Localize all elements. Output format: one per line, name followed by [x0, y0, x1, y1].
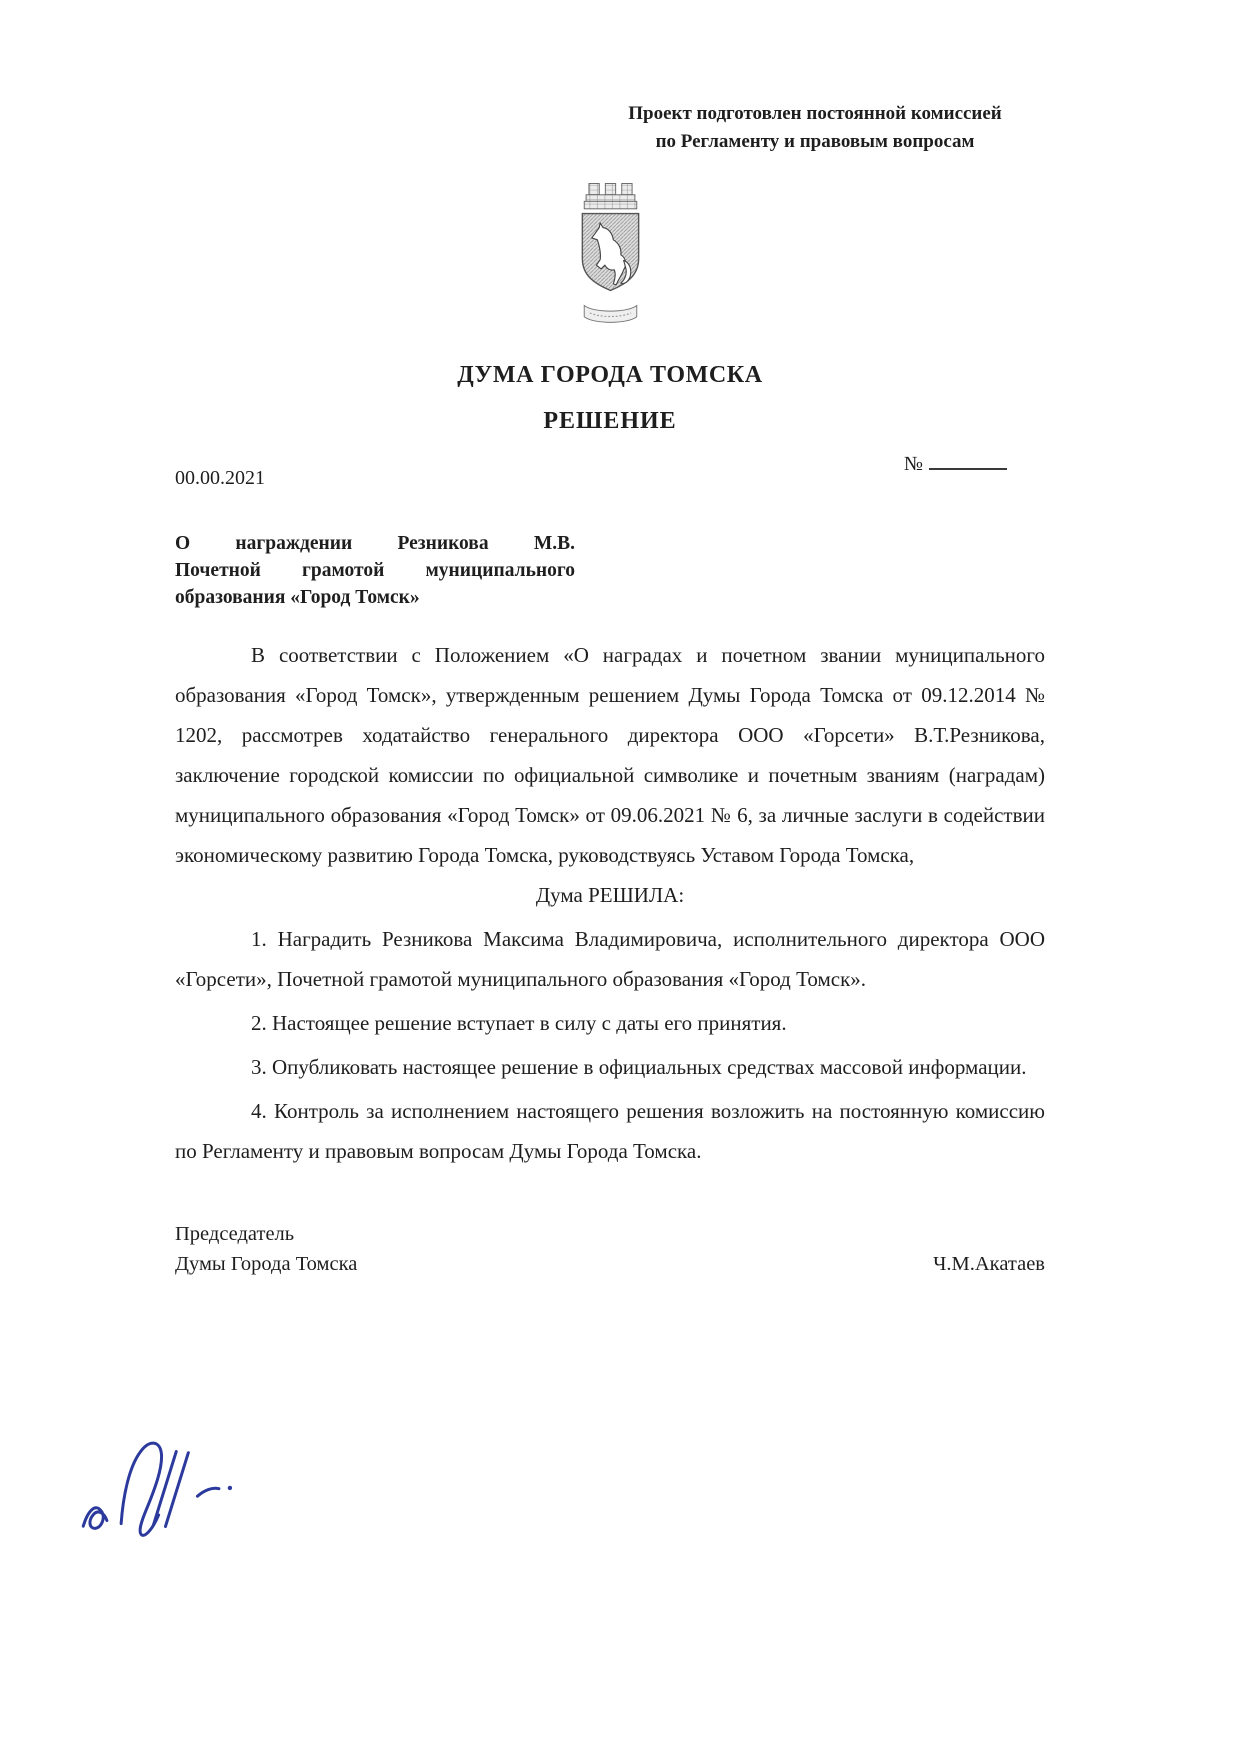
- signer-position: [175, 1219, 357, 1279]
- signer-position-line2: Думы Города Томска: [175, 1253, 358, 1275]
- resolution-item-1: 1. Наградить Резникова Максима Владимировича, исполнительного директора ООО «Горсети», Почетной грамотой муниципального образования «Город Томск».: [175, 927, 1045, 991]
- handwritten-signature: [60, 1385, 281, 1569]
- crown: [584, 184, 637, 209]
- subject-line-1: О награждении Резникова М.В.: [175, 533, 575, 554]
- resolution-item-4: 4. Контроль за исполнением настоящего решения возложить на постоянную комиссию по Регламенту и правовым вопросам Думы Города Томска.: [175, 1099, 1045, 1163]
- number-field: [904, 450, 1007, 478]
- header-note-line1: Проект подготовлен постоянной комиссией: [628, 103, 1002, 124]
- tomsk-coat-of-arms-icon: [563, 176, 658, 328]
- resolution-item-3: 3. Опубликовать настоящее решение в официальных средствах массовой информации.: [251, 1055, 1027, 1079]
- number-label: №: [903, 453, 923, 475]
- subject-line-2: Почетной грамотой муниципального: [175, 560, 575, 581]
- meta-row: [175, 453, 1045, 492]
- document-date: 00.00.2021: [175, 467, 265, 489]
- doc-type-title: РЕШЕНИЕ: [543, 408, 677, 434]
- subject-line-3: образования «Город Томск»: [175, 587, 420, 608]
- signer-name: Ч.М.Акатаев: [933, 1253, 1045, 1275]
- org-title: ДУМА ГОРОДА ТОМСКА: [457, 362, 763, 388]
- header-note: [585, 100, 1045, 156]
- subject-block: [175, 530, 575, 611]
- signer-position-line1: Председатель: [175, 1223, 295, 1245]
- preamble-paragraph: В соответствии с Положением «О наградах и почетном звании муниципального образования «Город Томск», утвержденным решением Думы Города Томска от 09.12.2014 № 1202, рассмотрев ходатайство генерального директора ООО «Горсети» В.Т.Резникова, заключение городской комиссии по официальной символике и почетным званиям (наградам) муниципального образования «Город Томск» от 09.06.2021 № 6, за личные заслуги в содействии экономическому развитию Города Томска, руководствуясь Уставом Города Томска,: [175, 643, 1045, 867]
- resolution-item-2: 2. Настоящее решение вступает в силу с даты его принятия.: [251, 1011, 787, 1035]
- header-note-line2: по Регламенту и правовым вопросам: [655, 131, 975, 152]
- number-blank-line: [929, 450, 1007, 470]
- signature-block: [175, 1219, 1045, 1279]
- resolution-heading: Дума РЕШИЛА:: [535, 883, 685, 907]
